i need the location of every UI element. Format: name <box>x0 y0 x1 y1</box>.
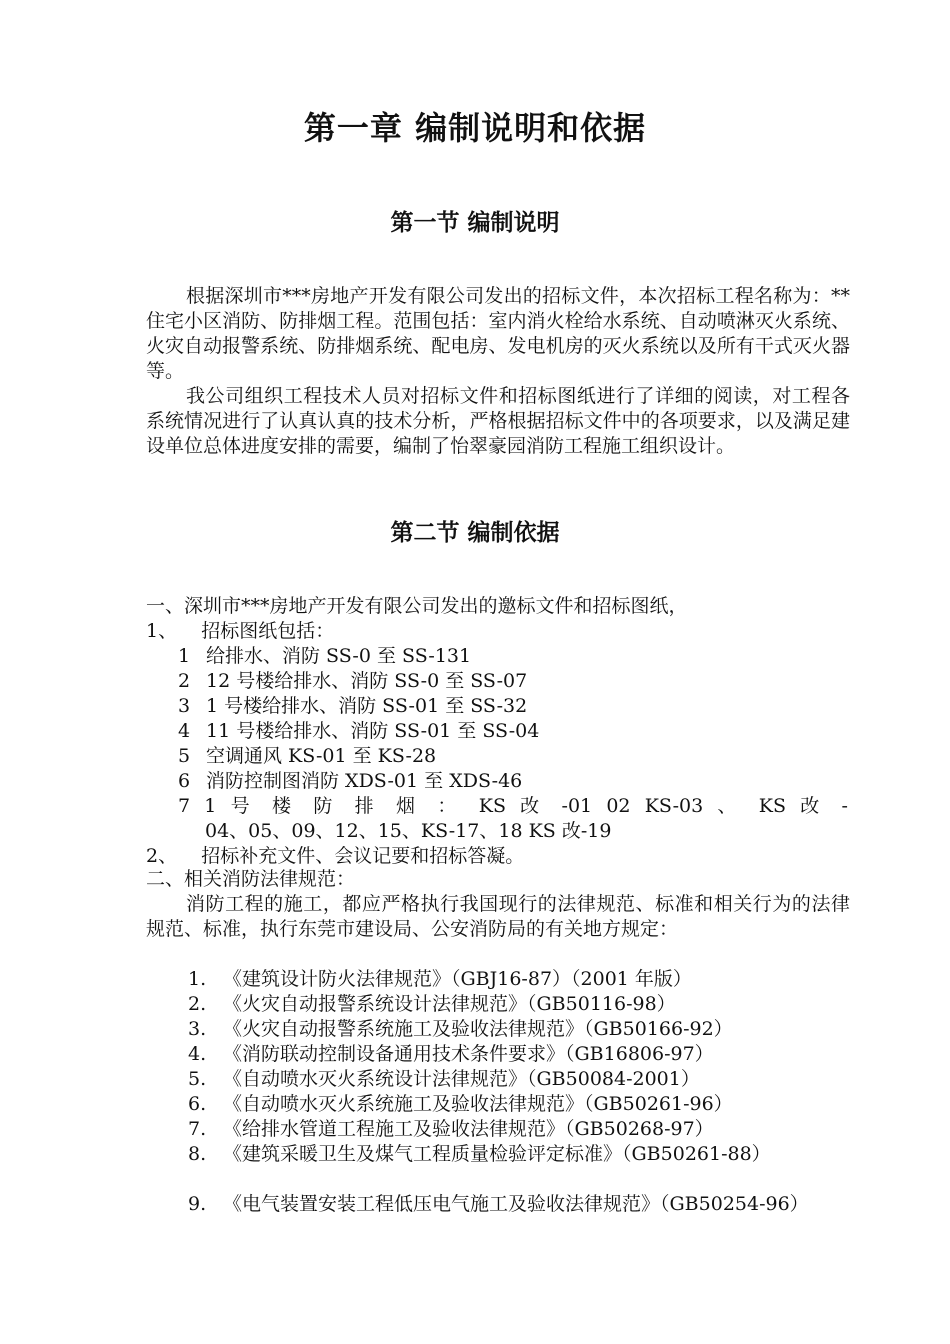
drawing-text: 1 号 楼 防 排 烟 ： KS 改 -01 02 KS-03 、 KS 改 - <box>204 795 848 817</box>
standard-number: 4. <box>188 1043 207 1065</box>
drawing-text: 11 号楼给排水、消防 SS-01 至 SS-04 <box>206 720 540 742</box>
standard-text: 《自动喷水灭火系统设计法律规范》（GB50084-2001） <box>223 1068 700 1090</box>
drawing-item <box>178 794 848 819</box>
drawing-number: 2 <box>178 670 191 692</box>
drawing-number: 6 <box>178 770 191 792</box>
paragraph-regulations: 消防工程的施工，都应严格执行我国现行的法律规范、标准和相关行为的法律规范、标准，执行东莞市建设局、公安消防局的有关地方规定： <box>146 893 850 940</box>
standard-number: 8. <box>188 1143 207 1165</box>
drawing-text: 给排水、消防 SS-0 至 SS-131 <box>206 645 472 667</box>
drawing-item <box>178 694 527 719</box>
drawing-text: 消防控制图消防 XDS-01 至 XDS-46 <box>206 770 523 792</box>
standard-text: 《自动喷水灭火系统施工及验收法律规范》（GB50261-96） <box>223 1093 733 1115</box>
drawings-subheading: 1、 招标图纸包括： <box>146 620 335 642</box>
standard-text: 《电气装置安装工程低压电气施工及验收法律规范》（GB50254-96） <box>223 1193 809 1215</box>
standard-text: 《火灾自动报警系统设计法律规范》（GB50116-98） <box>223 993 676 1015</box>
standard-item <box>188 1017 850 1042</box>
standard-number: 1. <box>188 968 207 990</box>
drawing-text: 12 号楼给排水、消防 SS-0 至 SS-07 <box>206 670 528 692</box>
standard-text: 《火灾自动报警系统施工及验收法律规范》（GB50166-92） <box>223 1018 733 1040</box>
drawing-text: 1 号楼给排水、消防 SS-01 至 SS-32 <box>206 695 528 717</box>
standard-number: 2. <box>188 993 207 1015</box>
standard-item <box>188 992 850 1017</box>
chapter-title: 第一章 编制说明和依据 <box>303 109 647 147</box>
standard-item <box>188 1142 850 1167</box>
standard-item <box>188 967 850 992</box>
drawing-item <box>178 719 539 744</box>
standard-item <box>188 1117 850 1142</box>
standard-number: 6. <box>188 1093 207 1115</box>
standard-number: 9. <box>188 1193 207 1215</box>
drawing-item <box>178 669 527 694</box>
standard-item <box>188 1092 850 1117</box>
section-title-explanation: 第一节 编制说明 <box>390 210 560 236</box>
drawing-item <box>178 769 522 794</box>
drawing-number: 3 <box>178 695 191 717</box>
standard-text: 《给排水管道工程施工及验收法律规范》（GB50268-97） <box>223 1118 714 1140</box>
standard-item <box>188 1042 850 1067</box>
drawing-number: 7 <box>178 795 191 817</box>
paragraph-tender-scope: 根据深圳市***房地产开发有限公司发出的招标文件，本次招标工程名称为：**住宅小区消防、防排烟工程。范围包括：室内消火栓给水系统、自动喷淋灭火系统、火灾自动报警系统、防排烟系统、配电房、发电机房的灭火系统以及所有干式灭火器等。 <box>146 285 850 382</box>
paragraph-design-basis: 我公司组织工程技术人员对招标文件和招标图纸进行了详细的阅读，对工程各系统情况进行了认真认真的技术分析，严格根据招标文件中的各项要求，以及满足建设单位总体进度安排的需要，编制了怡翠豪园消防工程施工组织设计。 <box>146 385 850 457</box>
standard-text: 《消防联动控制设备通用技术条件要求》（GB16806-97） <box>223 1043 714 1065</box>
part-one-heading: 一、深圳市***房地产开发有限公司发出的邀标文件和招标图纸， <box>146 595 688 617</box>
standard-item <box>188 1067 850 1092</box>
standard-number: 3. <box>188 1018 207 1040</box>
supplement-subheading: 2、 招标补充文件、会议记要和招标答凝。 <box>146 845 525 867</box>
section-title-basis: 第二节 编制依据 <box>390 520 560 546</box>
drawing-item-continued: 04、05、09、12、15、KS-17、18 KS 改-19 <box>205 820 612 842</box>
standard-number: 5. <box>188 1068 207 1090</box>
drawing-number: 1 <box>178 645 191 667</box>
drawing-item <box>178 644 471 669</box>
standard-number: 7. <box>188 1118 207 1140</box>
drawing-number: 4 <box>178 720 191 742</box>
standard-item <box>188 1192 850 1217</box>
drawing-item <box>178 744 436 769</box>
standard-text: 《建筑采暖卫生及煤气工程质量检验评定标准》（GB50261-88） <box>223 1143 771 1165</box>
part-two-heading: 二、相关消防法律规范： <box>146 868 356 890</box>
standard-text: 《建筑设计防火法律规范》（GBJ16-87）（2001 年版） <box>223 968 692 990</box>
drawing-text: 空调通风 KS-01 至 KS-28 <box>206 745 437 767</box>
drawing-number: 5 <box>178 745 191 767</box>
